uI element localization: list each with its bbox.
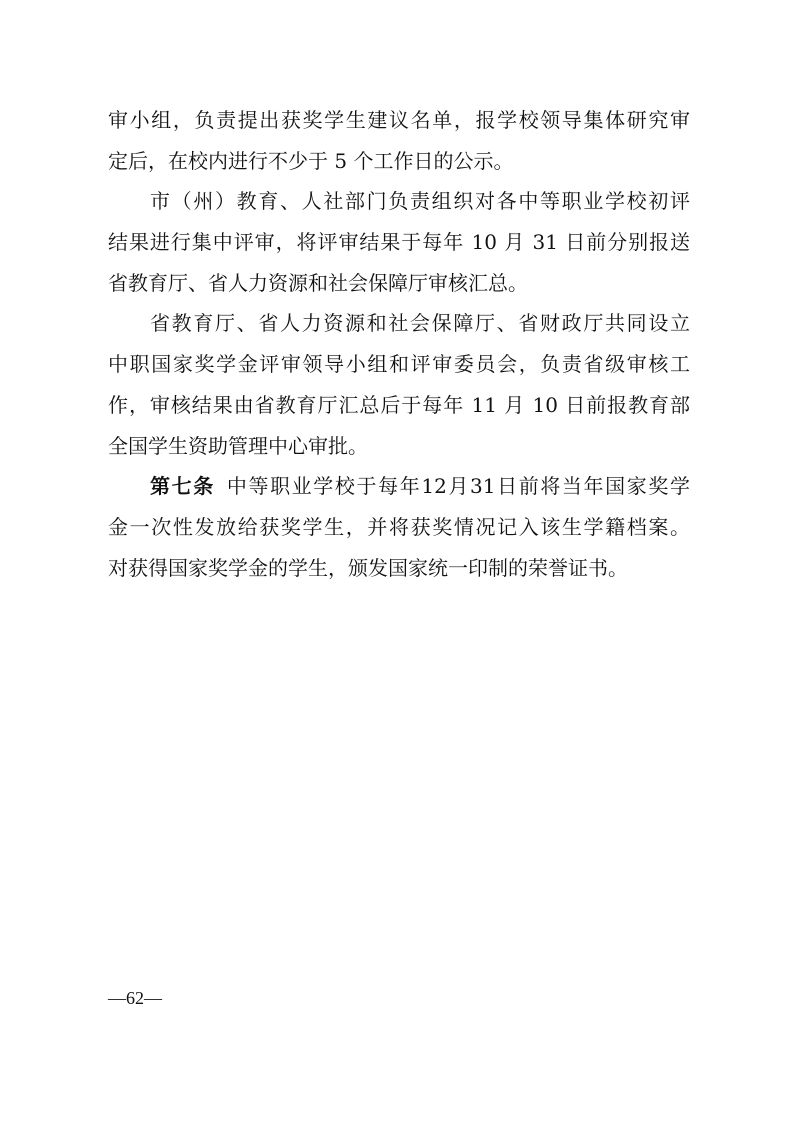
document-body — [108, 100, 690, 588]
article-text: 中等职业学校于每年12月31日前将当年国家奖学 — [226, 474, 690, 499]
text-line: 金一次性发放给获奖学生，并将获奖情况记入该生学籍档案。 — [108, 514, 690, 539]
text-line: 结果进行集中评审，将评审结果于每年 10 月 31 日前分别报送 — [108, 230, 690, 255]
text-line: 省教育厅、省人力资源和社会保障厅、省财政厅共同设立 — [150, 311, 690, 336]
text-line: 作，审核结果由省教育厅汇总后于每年 11 月 10 日前报教育部 — [108, 392, 690, 417]
article-heading: 第七条 — [150, 474, 215, 499]
text-line: 对获得国家奖学金的学生，颁发国家统一印制的荣誉证书。 — [108, 555, 628, 580]
text-line — [108, 466, 690, 507]
page-number: —62— — [108, 988, 162, 1008]
paragraph-review-group — [108, 100, 690, 181]
paragraph-province-review — [108, 303, 690, 466]
text-line: 市（州）教育、人社部门负责组织对各中等职业学校初评 — [150, 189, 690, 214]
paragraph-article-seven — [108, 466, 690, 588]
text-line: 省教育厅、省人力资源和社会保障厅审核汇总。 — [108, 270, 528, 295]
paragraph-city-review — [108, 181, 690, 303]
text-line: 全国学生资助管理中心审批。 — [108, 433, 368, 458]
text-line: 审小组，负责提出获奖学生建议名单，报学校领导集体研究审 — [108, 108, 690, 132]
text-line: 中职国家奖学金评审领导小组和评审委员会，负责省级审核工 — [108, 352, 690, 377]
text-line: 定后，在校内进行不少于 5 个工作日的公示。 — [108, 148, 514, 173]
